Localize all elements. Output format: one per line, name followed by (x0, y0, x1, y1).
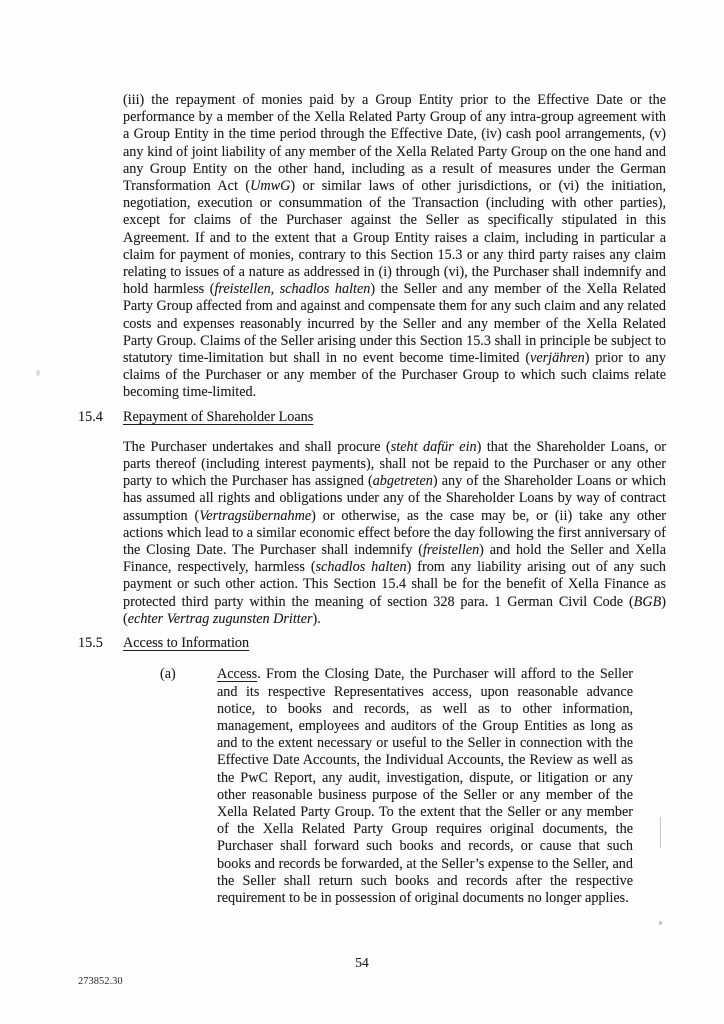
section-15-4-heading-row (78, 409, 666, 426)
section-15-5-title: Access to Information (123, 635, 250, 652)
clause-15-4-paragraph: The Purchaser undertakes and shall procure (steht dafür ein) that the Shareholder Loans, or parts thereof (including interest payments), shall not be repaid to the Purchaser or any other party to which the Purchaser has assigned (abgetreten) any of the Shareholder Loans or which has assumed all rights and obligations under any of the Shareholder Loans by way of contract assumption (Vertragsübernahme) or otherwise, as the case may be, or (ii) take any other actions which lead to a similar economic effect before the day following the first anniversary of the Closing Date. The Purchaser shall indemnify (freistellen) and hold the Seller and Xella Finance, respectively, harmless (schadlos halten) from any liability arising out of any such payment or such other action. This Section 15.4 shall be for the benefit of Xella Finance as protected third party within the meaning of section 328 para. 1 German Civil Code (BGB) (echter Vertrag zugunsten Dritter). (123, 438, 667, 627)
section-15-5-heading-row (78, 635, 666, 652)
scan-artifact-line (660, 817, 661, 848)
item-a-paragraph: Access. From the Closing Date, the Purchaser will afford to the Seller and its respective Representatives access, upon reasonable advance notice, to books and records, as well as to other information, management, employees and auditors of the Group Entities as long as and to the extent necessary or useful to the Seller in connection with the Effective Date Accounts, the Individual Accounts, the Review as well as the PwC Report, any audit, investigation, dispute, or litigation or any other reasonable business purpose of the Seller or any member of the Xella Related Party Group. To the extent that the Seller or any member of the Xella Related Party Group requires original documents, the Purchaser shall forward such books and records, or cause that such books and records be forwarded, at the Seller’s expense to the Seller, and the Seller shall return such books and records after the respective requirement to be in possession of original documents no longer applies. (217, 666, 633, 906)
clause-15-3-continuation-paragraph: (iii) the repayment of monies paid by a Group Entity prior to the Effective Date or the performance by a member of the Xella Related Party Group of any intra-group agreement with a Group Entity in the time period through the Effective Date, (iv) cash pool arrangements, (v) any kind of joint liability of any member of the Xella Related Party Group on the one hand and any Group Entity on the other hand, including as a result of measures under the German Transformation Act (UmwG) or similar laws of other jurisdictions, or (vi) the initiation, negotiation, execution or consummation of the Transaction (including with other parties), except for claims of the Purchaser against the Seller as specifically stipulated in this Agreement. If and to the extent that a Group Entity raises a claim, including in particular a claim for payment of monies, contrary to this Section 15.3 or any third party raises any claim relating to issues of a nature as addressed in (i) through (vi), the Purchaser shall indemnify and hold harmless (freistellen, schadlos halten) the Seller and any member of the Xella Related Party Group affected from and against and compensate them for any such claim and any related costs and expenses reasonably incurred by the Seller and any member of the Xella Related Party Group. Claims of the Seller arising under this Section 15.3 shall in principle be subject to statutory time-limitation but shall in no event become time-limited (verjähren) prior to any claims of the Purchaser or any member of the Purchaser Group to which such claims relate becoming time-limited. (123, 92, 667, 401)
scan-artifact-speck (659, 921, 662, 925)
item-a-label: (a) (160, 666, 176, 683)
section-15-4-number: 15.4 (78, 408, 103, 425)
section-15-4-title: Repayment of Shareholder Loans (123, 408, 314, 425)
document-reference-number: 273852.30 (78, 976, 123, 987)
scan-artifact-speck (36, 370, 40, 376)
clause-15-5-item-a (78, 666, 666, 907)
contract-body (78, 92, 666, 907)
section-15-5-number: 15.5 (78, 635, 103, 652)
page-number: 54 (355, 955, 369, 970)
